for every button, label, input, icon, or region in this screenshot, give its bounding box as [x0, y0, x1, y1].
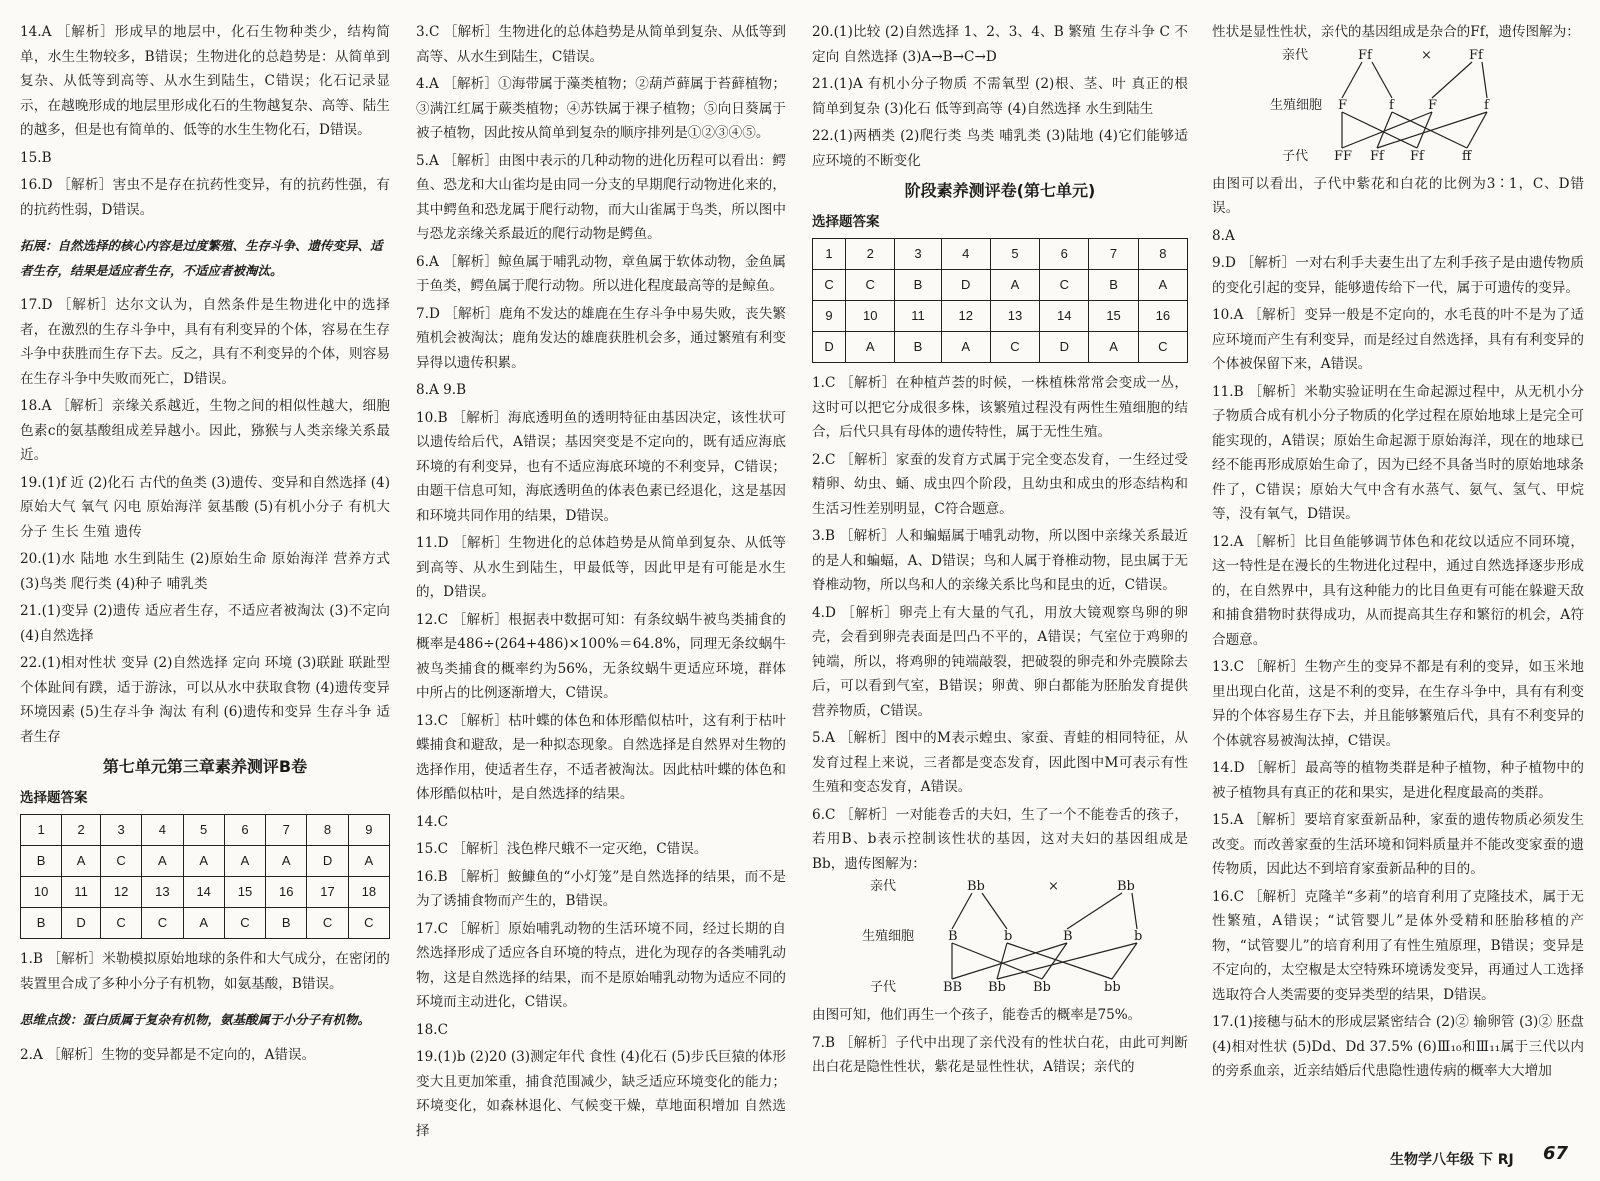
column-2 — [416, 20, 786, 1146]
cell: 2 — [846, 239, 895, 270]
cell: A — [266, 846, 307, 877]
label-gamete: 生殖细胞 — [862, 929, 915, 944]
section-title-b: 第七单元第三章素养测评B卷 — [102, 757, 308, 776]
label-offspring: 子代 — [1282, 148, 1309, 164]
cell: C — [813, 270, 846, 301]
cell: D — [941, 270, 990, 301]
answer-b11: 11.D ［解析］生物进化的总体趋势是从简单到复杂、从低等到高等、从水生到陆生，甲最低等，因此甲是有可能是水生的，D错误。 — [416, 535, 786, 600]
answer-s15: 15.A ［解析］要培育家蚕新品种，家蚕的遗传物质必须发生改变。而改善家蚕的生活环境和饲料质量并不能改变家蚕的遗传物质，因此达不到培育家蚕新品种的目的。 — [1212, 812, 1584, 877]
cell: 16 — [1138, 301, 1187, 332]
cell: 4 — [941, 239, 990, 270]
cell: A — [1138, 270, 1187, 301]
answer-s7-cont: 性状是显性性状，亲代的基因组成是杂合的Ff，遗传图解为： — [1212, 24, 1580, 40]
cross-lines — [1212, 48, 1584, 168]
answer-s16: 16.C ［解析］克隆羊“多莉”的培育利用了克隆技术，属于无性繁殖，A错误；“试管婴儿”是体外受精和胚胎移植的产物，“试管婴儿”的培育利用了有性生殖原理，B错误；变异是不定向的，太空椒是太空特殊环境诱发变异，再通过人工选择选取符合人类需要的变异类型的结果，D错误。 — [1212, 888, 1584, 1003]
answer-s4: 4.D ［解析］卵壳上有大量的气孔，用放大镜观察鸟卵的卵壳，会看到卵壳表面是凹凸不平的，A错误；气室位于鸡卵的钝端，所以，将鸡卵的钝端敲裂，把破裂的卵壳和外壳膜除去后，可以看到气室，B错误；卵黄、卵白都能为胚胎发育提供营养物质，C错误。 — [812, 604, 1188, 719]
cell: 3 — [100, 815, 141, 846]
cell: 6 — [224, 815, 265, 846]
cross-sign: × — [1048, 879, 1059, 894]
offspring: Bb — [1033, 980, 1051, 995]
answer-21: 21.(1)变异 (2)遗传 适应者生存，不适应者被淘汰 (3)不定向 (4)自然选择 — [20, 603, 390, 644]
cell: A — [62, 846, 101, 877]
choice-answers-label: 选择题答案 — [20, 789, 88, 806]
answer-b2: 2.A ［解析］生物的变异都是不定向的，A错误。 — [20, 1046, 316, 1063]
answer-17: 17.D ［解析］达尔文认为，自然条件是生物进化中的选择者，在激烈的生存斗争中，具有有利变异的个体，容易在生存斗争中获胜而生存下去。反之，具有不利变异的个体，则容易在生存斗争中失败而死亡，D错误。 — [20, 297, 390, 387]
cell: 8 — [307, 815, 348, 846]
cell: A — [183, 846, 224, 877]
cell: 14 — [1040, 301, 1089, 332]
cell: 11 — [895, 301, 941, 332]
parent-1: Bb — [967, 879, 985, 894]
answer-b22: 22.(1)两栖类 (2)爬行类 鸟类 哺乳类 (3)陆地 (4)它们能够适应环境的不断变化 — [812, 128, 1188, 169]
answer-s8: 8.A — [1212, 227, 1235, 244]
answer-s17: 17.(1)接穗与砧木的形成层紧密结合 (2)② 输卵管 (3)② 胚盘 (4)相对性状 (5)Dd、Dd 37.5% (6)Ⅲ₁₀和Ⅲ₁₁属于三代以内的旁系血亲，近亲结婚后代患隐性遗传病的概率大大增加 — [1212, 1014, 1584, 1079]
column-4 — [1212, 20, 1584, 1087]
gamete: B — [948, 929, 958, 944]
cell: 8 — [1138, 239, 1187, 270]
answer-s7-conclusion: 由图可以看出，子代中紫花和白花的比例为3∶1，C、D错误。 — [1212, 175, 1584, 216]
cell: B — [895, 332, 941, 363]
cell: 1 — [813, 239, 846, 270]
column-1 — [20, 20, 390, 1070]
answer-s11: 11.B ［解析］米勒实验证明在生命起源过程中，从无机小分子物质合成有机小分子物质的化学过程在原始地球上是完全可能实现的，A错误；原始生命起源于原始海洋，现在的地球已经不能再形成原始生命了，因为已经不具备当时的原始地球条件了，C错误；原始大气中含有水蒸气、氨气、氢气、甲烷等，没有氧气，D错误。 — [1212, 383, 1584, 522]
cell: B — [21, 846, 62, 877]
cell: C — [100, 908, 141, 939]
answer-s1: 1.C ［解析］在种植芦荟的时候，一株植株常常会变成一丛，这时可以把它分成很多株，该繁殖过程没有两性生殖细胞的结合，后代只具有母体的遗传特性，属于无性生殖。 — [812, 375, 1188, 440]
cell: D — [813, 332, 846, 363]
cell: D — [307, 846, 348, 877]
cell: 15 — [1089, 301, 1138, 332]
answer-b1: 1.B ［解析］米勒模拟原始地球的条件和大气成分，在密闭的装置里合成了多种小分子有机物，如氨基酸，B错误。 — [20, 951, 390, 992]
page-number: 67 — [1543, 1143, 1569, 1164]
offspring: FF — [1334, 148, 1353, 164]
cell: A — [990, 270, 1039, 301]
answer-table-stage — [812, 238, 1188, 363]
offspring: Ff — [1370, 148, 1384, 164]
gamete: b — [1134, 929, 1143, 944]
answer-14: 14.A ［解析］形成早的地层中，化石生物种类少，结构简单，水生生物较多，B错误；生物进化的总趋势是：从简单到复杂、从低等到高等、从水生到陆生，C错误；化石记录显示，在越晚形成的地层里形成化石的生物越复杂、高等、陆生的越多，但是也有简单的、低等的水生生物化石，D错误。 — [20, 24, 390, 138]
answer-b21: 21.(1)A 有机小分子物质 不需氧型 (2)根、茎、叶 真正的根 简单到复杂 (3)化石 低等到高等 (4)自然选择 水生到陆生 — [812, 76, 1188, 117]
cell: C — [142, 908, 183, 939]
answer-s3: 3.B ［解析］人和蝙蝠属于哺乳动物，所以图中亲缘关系最近的是人和蝙蝠，A、D错误；鸟和人属于脊椎动物，昆虫属于无脊椎动物，所以鸟和人的亲缘关系比鸟和昆虫的近，C错误。 — [812, 528, 1188, 593]
section-title-stage: 阶段素养测评卷(第七单元) — [904, 181, 1096, 200]
gamete: f — [1484, 97, 1489, 113]
answer-b3: 3.C ［解析］生物进化的总体趋势是从简单到复杂、从低等到高等、从水生到陆生，C错误。 — [416, 24, 786, 65]
label-parent: 亲代 — [1282, 47, 1309, 63]
answer-s10: 10.A ［解析］变异一般是不定向的，水毛茛的叶不是为了适应环境而产生有利变异，而是经过自然选择，具有有利变异的个体被保留下来，A错误。 — [1212, 307, 1584, 372]
label-offspring: 子代 — [870, 980, 897, 995]
cell: D — [62, 908, 101, 939]
answer-s12: 12.A ［解析］比目鱼能够调节体色和花纹以适应不同环境，这一特性是在漫长的生物进化过程中，通过自然选择逐步形成的，在自然界中，具有这种能力的比目鱼更有可能在躲避天敌和捕食猎物时获得成功，从而提高其生存和繁衍的机会，A符合题意。 — [1212, 533, 1584, 648]
cell: 16 — [266, 877, 307, 908]
offspring: ff — [1462, 148, 1472, 164]
offspring: bb — [1104, 980, 1121, 995]
cell: D — [1040, 332, 1089, 363]
cell: A — [183, 908, 224, 939]
answer-b18: 18.C — [416, 1021, 449, 1038]
cell: A — [846, 332, 895, 363]
answer-s5: 5.A ［解析］图中的M表示蝗虫、家蚕、青蛙的相同特征，从发育过程上来说，三者都是变态发育，因此图中M可表示有性生殖和变态发育，A错误。 — [812, 730, 1188, 795]
footer-subject: 生物学八年级 下 RJ — [1390, 1152, 1514, 1168]
genetic-diagram-bb — [812, 879, 1188, 999]
cell: A — [348, 846, 389, 877]
cell: 10 — [21, 877, 62, 908]
genetic-diagram-ff — [1212, 48, 1584, 168]
cell: 1 — [21, 815, 62, 846]
label-gamete: 生殖细胞 — [1270, 97, 1323, 113]
offspring: BB — [943, 980, 963, 995]
answer-22: 22.(1)相对性状 变异 (2)自然选择 定向 环境 (3)联趾 联趾型个体趾间有蹼，适于游泳，可以从水中获取食物 (4)遗传变异 环境因素 (5)生存斗争 淘汰 有利 (6)遗传和变异 生存斗争 适者生存 — [20, 655, 390, 745]
answer-b20: 20.(1)比较 (2)自然选择 1、2、3、4、B 繁殖 生存斗争 C 不定向 自然选择 (3)A→B→C→D — [812, 24, 1188, 65]
cell: B — [266, 908, 307, 939]
answer-s2: 2.C ［解析］家蚕的发育方式属于完全变态发育，一生经过受精卵、幼虫、蛹、成虫四个阶段，且幼虫和成虫的形态结构和生活习性差别明显，C符合题意。 — [812, 451, 1188, 517]
cell: 9 — [348, 815, 389, 846]
cell: B — [21, 908, 62, 939]
parent-1: Ff — [1358, 47, 1372, 63]
column-3 — [812, 20, 1188, 1083]
gamete: F — [1428, 97, 1438, 113]
answer-20: 20.(1)水 陆地 水生到陆生 (2)原始生命 原始海洋 营养方式 (3)鸟类 爬行类 (4)种子 哺乳类 — [20, 551, 390, 592]
answer-b12: 12.C ［解析］根据表中数据可知：有条纹蜗牛被鸟类捕食的概率是486÷(264+486)×100%＝64.8%，同理无条纹蜗牛被鸟类捕食的概率约为56%，无条纹蜗牛更适应环境，群体中所占的比例逐渐增大，C错误。 — [416, 611, 786, 701]
cell: 10 — [846, 301, 895, 332]
cell: 7 — [1089, 239, 1138, 270]
answer-s6: 6.C ［解析］一对能卷舌的夫妇，生了一个不能卷舌的孩子，若用B、b表示控制该性状的基因，这对夫妇的基因组成是Bb，遗传图解为： — [812, 806, 1188, 872]
cell: B — [1089, 270, 1138, 301]
cell: C — [100, 846, 141, 877]
answer-s7: 7.B ［解析］子代中出现了亲代没有的性状白花，由此可判断出白花是隐性性状，紫花是显性性状，A错误；亲代的 — [812, 1034, 1188, 1075]
answer-15: 15.B — [20, 149, 52, 166]
cell: C — [1138, 332, 1187, 363]
cell: A — [224, 846, 265, 877]
answer-18: 18.A ［解析］亲缘关系越近，生物之间的相似性越大，细胞色素c的氨基酸组成差异越小。因此，猕猴与人类亲缘关系最近。 — [20, 398, 390, 463]
cell: B — [895, 270, 941, 301]
cell: A — [1089, 332, 1138, 363]
answer-s9: 9.D ［解析］一对右利手夫妻生出了左利手孩子是由遗传物质的变化引起的变异，能够遗传给下一代，属于可遗传的变异。 — [1212, 255, 1584, 296]
cell: 13 — [990, 301, 1039, 332]
cell: A — [941, 332, 990, 363]
answer-19: 19.(1)f 近 (2)化石 古代的鱼类 (3)遗传、变异和自然选择 (4)原始大气 氧气 闪电 原始海洋 氨基酸 (5)有机小分子 有机大分子 生长 生殖 遗传 — [20, 474, 390, 540]
gamete: B — [1063, 929, 1073, 944]
answer-b17: 17.C ［解析］原始哺乳动物的生活环境不同，经过长期的自然选择形成了适应各自环境的特点，进化为现存的各类哺乳动物，这是自然选择的结果，而不是原始哺乳动物为适应不同的环境而主动进化，C错误。 — [416, 920, 786, 1010]
cell: 17 — [307, 877, 348, 908]
cell: 5 — [183, 815, 224, 846]
cell: 6 — [1040, 239, 1089, 270]
parent-2: Bb — [1117, 879, 1135, 894]
gamete: f — [1389, 97, 1394, 113]
cell: 5 — [990, 239, 1039, 270]
answer-b4: 4.A ［解析］①海带属于藻类植物；②葫芦藓属于苔藓植物；③满江红属于蕨类植物；④苏铁属于裸子植物；⑤向日葵属于被子植物，因此按从简单到复杂的顺序排列是①②③④⑤。 — [416, 76, 786, 141]
cell: 7 — [266, 815, 307, 846]
answer-b7: 7.D ［解析］鹿角不发达的雄鹿在生存斗争中易失败，丧失繁殖机会被淘汰；鹿角发达的雄鹿获胜机会多，通过繁殖有利变异得以遗传积累。 — [416, 305, 786, 371]
cell: C — [307, 908, 348, 939]
gamete: F — [1338, 97, 1348, 113]
answer-b14: 14.C — [416, 813, 449, 830]
cell: 12 — [941, 301, 990, 332]
cell: C — [990, 332, 1039, 363]
cross-sign: × — [1421, 47, 1432, 63]
gamete: b — [1004, 929, 1013, 944]
answer-b6: 6.A ［解析］鲸鱼属于哺乳动物，章鱼属于软体动物，金鱼属于鱼类，鳄鱼属于爬行动物。所以进化程度最高等的是鲸鱼。 — [416, 253, 786, 294]
cell: C — [1040, 270, 1089, 301]
cell: 2 — [62, 815, 101, 846]
cell: 14 — [183, 877, 224, 908]
answer-s14: 14.D ［解析］最高等的植物类群是种子植物，种子植物中的被子植物具有真正的花和果实，是进化程度最高的类群。 — [1212, 760, 1584, 801]
answer-s13: 13.C ［解析］生物产生的变异不都是有利的变异，如玉米地里出现白化苗，这是不利的变异，在生存斗争中，具有有利变异的个体容易生存下去，并且能够繁殖后代，具有不利变异的个体就容易被淘汰掉，C错误。 — [1212, 659, 1584, 749]
cell: 12 — [100, 877, 141, 908]
answer-b16: 16.B ［解析］鮟鱇鱼的“小灯笼”是自然选择的结果，而不是为了诱捕食物而产生的，B错误。 — [416, 868, 786, 909]
cell: A — [142, 846, 183, 877]
answer-b15: 15.C ［解析］浅色桦尺蛾不一定灭绝，C错误。 — [416, 841, 708, 857]
cell: 4 — [142, 815, 183, 846]
extension-note: 拓展：自然选择的核心内容是过度繁殖、生存斗争、遗传变异、适者生存，结果是适应者生存，不适应者被淘汰。 — [20, 238, 383, 278]
answer-16: 16.D ［解析］害虫不是存在抗药性变异，有的抗药性强，有的抗药性弱，D错误。 — [20, 177, 390, 218]
cell: 15 — [224, 877, 265, 908]
cell: C — [846, 270, 895, 301]
answer-b19: 19.(1)b (2)20 (3)测定年代 食性 (4)化石 (5)步氏巨猿的体形变大且更加笨重，捕食范围减少，缺乏适应环境变化的能力；环境变化，如森林退化、气候变干燥，草地面积增加 自然选择 — [416, 1049, 786, 1139]
cell: 3 — [895, 239, 941, 270]
answer-b10: 10.B ［解析］海底透明鱼的透明特征由基因决定，该性状可以遗传给后代，A错误；基因突变是不定向的，既有适应海底环境的有利变异，也有不适应海底环境的不利变异，C错误；由题干信息可知，海底透明鱼的体表色素已经退化，这是基因和环境共同作用的结果，D错误。 — [416, 409, 786, 524]
label-parent: 亲代 — [870, 879, 897, 894]
cell: 11 — [62, 877, 101, 908]
answer-b5: 5.A ［解析］由图中表示的几种动物的进化历程可以看出：鳄鱼、恐龙和大山雀均是由同一分支的早期爬行动物进化来的，其中鳄鱼和恐龙属于爬行动物，而大山雀属于鸟类，所以图中与恐龙亲缘关系最近的爬行动物是鳄鱼。 — [416, 152, 786, 242]
choice-answers-label: 选择题答案 — [812, 213, 880, 230]
answer-b8-9: 8.A 9.B — [416, 382, 467, 398]
offspring: Ff — [1410, 148, 1424, 164]
parent-2: Ff — [1469, 47, 1483, 63]
answer-table-b — [20, 814, 390, 939]
answer-s6-conclusion: 由图可知，他们再生一个孩子，能卷舌的概率是75%。 — [812, 1007, 1142, 1023]
answer-b13: 13.C ［解析］枯叶蝶的体色和体形酷似枯叶，这有利于枯叶蝶捕食和避敌，是一种拟态现象。自然选择是自然界对生物的选择作用，使适者生存，不适者被淘汰。因此枯叶蝶的体色和体形酷似枯叶，是自然选择的结果。 — [416, 712, 786, 802]
thinking-tip: 思维点拨：蛋白质属于复杂有机物，氨基酸属于小分子有机物。 — [20, 1012, 371, 1027]
cell: 18 — [348, 877, 389, 908]
cell: 13 — [142, 877, 183, 908]
offspring: Bb — [988, 980, 1006, 995]
cell: C — [348, 908, 389, 939]
cell: C — [224, 908, 265, 939]
cell: 9 — [813, 301, 846, 332]
